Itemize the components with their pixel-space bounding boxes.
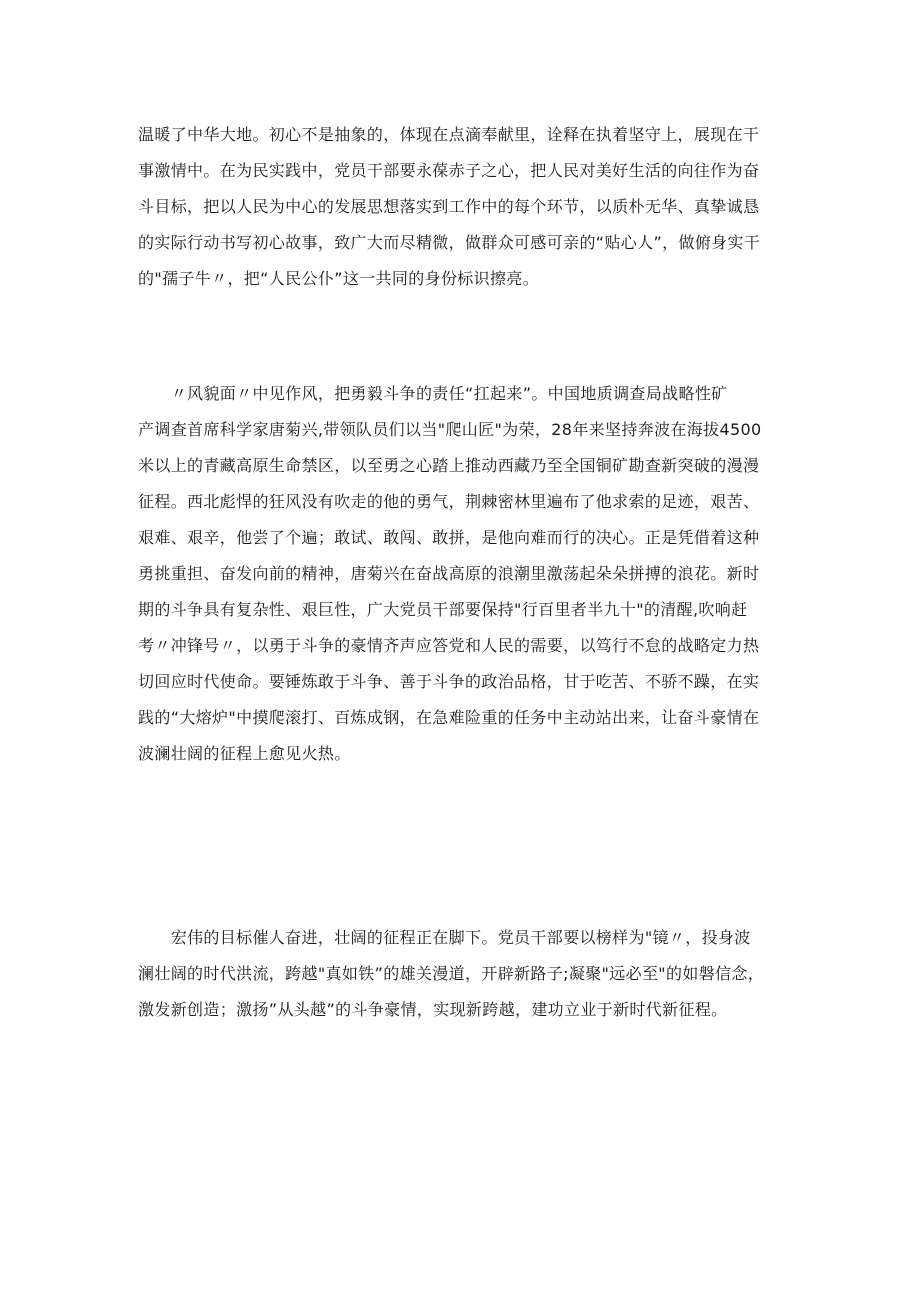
text-line: 征程。西北彪悍的狂风没有吹走的他的勇气，荆棘密林里遍布了他求索的足迹，艰苦、 [138, 492, 760, 511]
text-line: 勇挑重担、奋发向前的精神，唐菊兴在奋战高原的浪潮里激荡起朵朵拼搏的浪花。新时 [138, 564, 760, 583]
text-line: 事激情中。在为民实践中，党员干部要永葆赤子之心，把人民对美好生活的向往作为奋 [138, 161, 760, 180]
text-line: 的实际行动书写初心故事，致广大而尽精微，做群众可感可亲的“贴心人”，做俯身实干 [138, 233, 761, 252]
text-line: 考〃冲锋号〃，以勇于斗争的豪情齐声应答党和人民的需要，以笃行不怠的战略定力热 [138, 636, 760, 655]
paragraph-3 [138, 920, 778, 1028]
paragraph-2 [138, 376, 778, 772]
text-line: 斗目标，把以人民为中心的发展思想落实到工作中的每个环节，以质朴无华、真挚诚恳 [138, 197, 760, 216]
text-line: 的"孺子牛〃，把“人民公仆”这一共同的身份标识擦亮。 [138, 269, 540, 288]
text-line: 〃风貌面〃中见作风，把勇毅斗争的责任“扛起来”。中国地质调查局战略性矿 [138, 384, 728, 403]
text-line: 澜壮阔的时代洪流，跨越"真如铁”的雄关漫道，开辟新路子;凝聚"远必至"的如磐信念， [138, 964, 765, 983]
text-line: 切回应时代使命。要锤炼敢于斗争、善于斗争的政治品格，甘于吃苦、不骄不躁，在实 [138, 672, 760, 691]
paragraph-1 [138, 117, 778, 297]
text-line: 宏伟的目标催人奋进，壮阔的征程正在脚下。党员干部要以榜样为"镜〃，投身波 [138, 928, 751, 947]
text-line: 米以上的青藏高原生命禁区，以至勇之心踏上推动西藏乃至全国铜矿勘查新突破的漫漫 [138, 456, 760, 475]
text-line: 温暖了中华大地。初心不是抽象的，体现在点滴奉献里，诠释在执着坚守上，展现在干 [138, 125, 760, 144]
text-line: 波澜壮阔的征程上愈见火热。 [138, 744, 351, 763]
text-line: 艰难、艰辛，他尝了个遍；敢试、敢闯、敢拼，是他向难而行的决心。正是凭借着这种 [138, 528, 760, 547]
text-line: 期的斗争具有复杂性、艰巨性，广大党员干部要保持"行百里者半九十"的清醒,吹响赶 [138, 600, 748, 619]
text-line: 产调查首席科学家唐菊兴,带领队员们以当"爬山匠"为荣，28年来坚持奔波在海拔4500 [138, 420, 762, 439]
text-line: 激发新创造；激扬”从头越”的斗争豪情，实现新跨越，建功立业于新时代新征程。 [138, 1000, 728, 1019]
text-line: 践的“大熔炉"中摸爬滚打、百炼成钢，在急难险重的任务中主动站出来，让奋斗豪情在 [138, 708, 760, 727]
